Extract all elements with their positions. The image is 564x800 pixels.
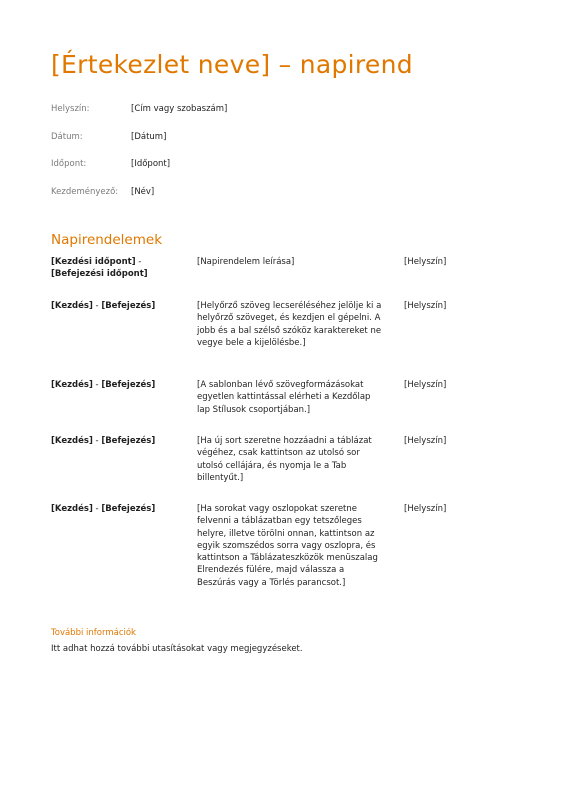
agenda-separator: - [92, 301, 102, 311]
agenda-time[interactable] [51, 256, 181, 281]
agenda-time[interactable] [51, 379, 181, 391]
agenda-description[interactable]: [Napirendelem leírása] [197, 257, 295, 267]
agenda-separator: - [92, 380, 102, 390]
agenda-separator: - [135, 257, 142, 267]
further-info-heading: További információk [51, 628, 136, 638]
further-info-text[interactable]: Itt adhat hozzá további utasításokat vagy megjegyzéseket. [51, 644, 303, 654]
agenda-time[interactable] [51, 300, 181, 312]
location-value[interactable]: [Cím vagy szobaszám] [131, 104, 228, 114]
agenda-location[interactable]: [Helyszín] [404, 380, 447, 390]
date-label: Dátum: [51, 131, 83, 142]
detail-row-time [51, 159, 471, 187]
date-value[interactable]: [Dátum] [131, 131, 167, 142]
agenda-separator: - [92, 504, 102, 514]
detail-row-organizer [51, 187, 471, 215]
agenda-description[interactable]: [Helyőrző szöveg lecseréléséhez jelölje ki a helyőrző szöveget, és kezdjen el gépelni. A jobb és a bal szélső szóköz karaktereket ne vegye bele a kijelölésbe.] [197, 301, 382, 348]
agenda-table [51, 256, 471, 613]
agenda-time[interactable] [51, 503, 181, 515]
agenda-end: [Befejezés] [101, 436, 156, 446]
agenda-description[interactable]: [Ha új sort szeretne hozzáadni a táblázat végéhez, csak kattintson az utolsó sor utolsó cellájára, és nyomja le a Tab billentyűt.] [197, 436, 372, 483]
agenda-separator: - [92, 436, 102, 446]
agenda-location[interactable]: [Helyszín] [404, 504, 447, 514]
agenda-start: [Kezdés] [51, 380, 93, 390]
agenda-description[interactable]: [A sablonban lévő szövegformázásokat egyetlen kattintással elérheti a Kezdőlap lap Stílusok csoportjában.] [197, 380, 371, 415]
agenda-start: [Kezdés] [51, 301, 93, 311]
agenda-start: [Kezdés] [51, 504, 93, 514]
agenda-location[interactable]: [Helyszín] [404, 301, 447, 311]
agenda-row [51, 379, 471, 435]
agenda-end: [Befejezés] [101, 380, 156, 390]
agenda-time[interactable] [51, 435, 181, 447]
agenda-start: [Kezdési időpont] [51, 257, 136, 267]
agenda-row [51, 503, 471, 613]
time-label: Időpont: [51, 159, 87, 169]
document-page [51, 0, 521, 800]
location-label: Helyszín: [51, 104, 90, 114]
agenda-end: [Befejezés] [101, 301, 156, 311]
agenda-end: [Befejezési időpont] [51, 269, 148, 280]
agenda-location[interactable]: [Helyszín] [404, 257, 447, 267]
organizer-value[interactable]: [Név] [131, 186, 155, 197]
agenda-row [51, 435, 471, 503]
agenda-end: [Befejezés] [101, 504, 156, 514]
agenda-description[interactable]: [Ha sorokat vagy oszlopokat szeretne felvenni a táblázatban egy tetszőleges helyre, illetve törölni onnan, kattintson az egyik szomszédos sorra vagy oszlopra, és kattintson a Táblázateszközök menüszalag Elrendezés fülére, majd válassza a Beszúrás vagy a Törlés parancsot.] [197, 504, 378, 588]
agenda-location[interactable]: [Helyszín] [404, 436, 447, 446]
organizer-label: Kezdeményező: [51, 186, 119, 197]
time-value[interactable]: [Időpont] [131, 159, 171, 169]
meeting-details [51, 104, 471, 214]
detail-row-date [51, 132, 471, 160]
agenda-row [51, 256, 471, 300]
agenda-start: [Kezdés] [51, 436, 93, 446]
meeting-title[interactable]: [Értekezlet neve] – napirend [51, 50, 413, 79]
agenda-row [51, 300, 471, 379]
agenda-heading: Napirendelemek [51, 232, 163, 248]
detail-row-location [51, 104, 471, 132]
